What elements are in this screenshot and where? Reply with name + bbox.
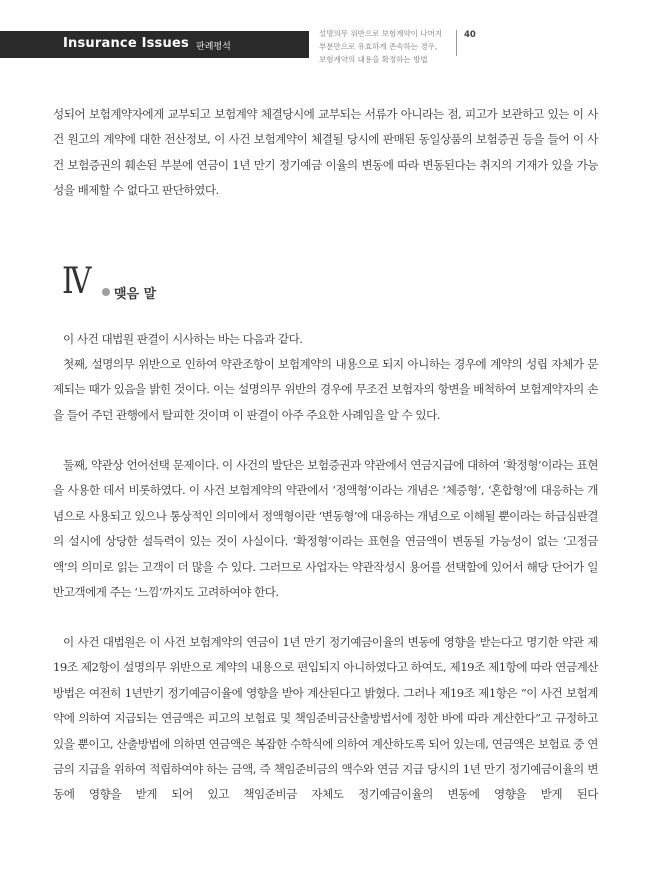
section-numeral: Ⅳ — [62, 261, 89, 302]
body-paragraph-top: 성되어 보험계약자에게 교부되고 보험계약 체결당시에 교부되는 서류가 아니라는 점, 피고가 보관하고 있는 이 사건 원고의 계약에 대한 전산정보, 이 사건 보험계약이 체결될 당시에 판매된 동일상품의 보험증권 등을 들어 이 사건 보험증권의 훼손된 부분에 연금이 1년 만기 정기예금 이율의 변동에 따라 변동된다는 취지의 기재가 있을 가능성을 배제할 수 없다고 판단하였다. — [53, 107, 598, 198]
article-subtitle-line: 보험계약의 내용을 확정하는 방법 — [319, 55, 428, 64]
body-paragraph: 둘째, 약관상 언어선택 문제이다. 이 사건의 발단은 보험증권과 약관에서 연금지급에 대하여 ‘확정형’이라는 표현을 사용한 데서 비롯하였다. 이 사건 보험계약의 약관에서 ‘정액형’이라는 개념은 ‘체증형’, ‘혼합형’에 대응하는 개념으로 사용되고 있으나 통상적인 의미에서 정액형이란 ‘변동형’에 대응하는 개념으로 이해될 뿐이라는 하급심판결의 설시에 상당한 설득력이 있는 것이 사실이다. ‘확정형’이라는 표현을 연금액이 변동될 가능성이 없는 ‘고정금액’의 의미로 읽는 고객이 더 많을 수 있다. 그러므로 사업자는 약관작성시 용어를 선택함에 있어서 해당 단어가 일반고객에게 주는 ‘느낌’까지도 고려하여야 한다. — [53, 458, 598, 600]
section-title: 맺음 말 — [114, 287, 157, 302]
page-number: 40 — [464, 30, 476, 40]
article-subtitle-line: 부분만으로 유효하게 존속하는 경우, — [319, 42, 438, 51]
header-bar — [0, 31, 309, 58]
body-paragraph: 이 사건 대법원 판결이 시사하는 바는 다음과 같다. — [63, 332, 303, 346]
body-paragraph: 첫째, 설명의무 위반으로 인하여 약관조항이 보험계약의 내용으로 되지 아니하는 경우에 계약의 성립 자체가 문제되는 때가 있음을 밝힌 것이다. 이는 설명의무 위반의 경우에 무조건 보험자의 항변을 배척하여 보험계약자의 손을 들어 주던 관행에서 탈피한 것이며 이 판결이 아주 주요한 사례임을 알 수 있다. — [53, 357, 598, 422]
body-paragraph: 이 사건 대법원은 이 사건 보험계약의 연금이 1년 만기 정기예금이율의 변동에 영향을 받는다고 명기한 약관 제19조 제2항이 설명의무 위반으로 계약의 내용으로 편입되지 아니하였다고 하여도, 제19조 제1항에 따라 연금계산방법은 여전히 1년만기 정기예금이율에 영향을 받아 계산된다고 밝혔다. 그러나 제19조 제1항은 “이 사건 보험계약에 의하여 지급되는 연금액은 피고의 보험료 및 책임준비금산출방법서에 정한 바에 따라 계산한다”고 규정하고 있을 뿐이고, 산출방법에 의하면 연금액은 복잡한 수학식에 의하여 계산하도록 되어 있는데, 연금액은 보험료 중 연금의 지급을 위하여 적립하여야 하는 금액, 즉 책임준비금의 액수와 연금 지급 당시의 1년 만기 정기예금이율의 변동에 영향을 받게 되어 있고 책임준비금 자체도 정기예금이율의 변동에 영향을 받게 된다 — [53, 635, 598, 802]
bullet-dot-icon — [102, 288, 110, 296]
section-label: 판례평석 — [196, 42, 231, 52]
header-divider — [456, 30, 457, 56]
article-subtitle — [319, 27, 459, 66]
magazine-title: Insurance Issues — [63, 36, 189, 51]
article-subtitle-line: 설명의무 위반으로 보험계약이 나머지 — [319, 29, 443, 38]
